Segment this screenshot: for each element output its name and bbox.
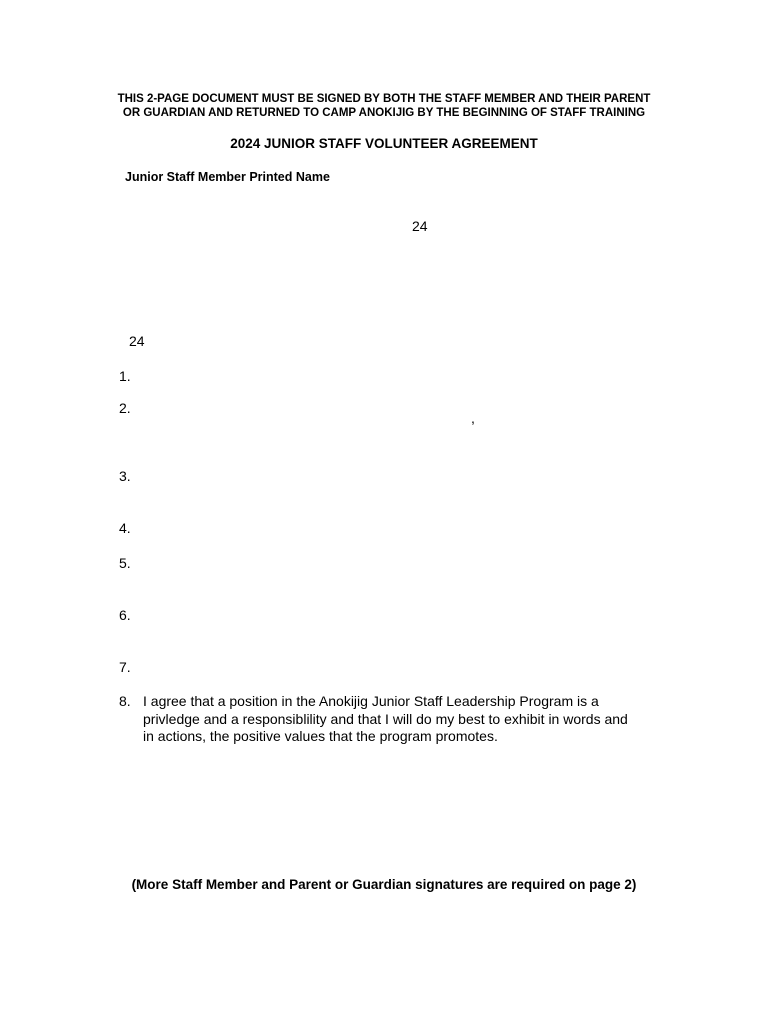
comma-fragment: , xyxy=(471,410,475,426)
item-text-line: in actions, the positive values that the program promotes. xyxy=(143,728,498,744)
item-number-4: 4. xyxy=(119,520,131,536)
year-fragment: 24 xyxy=(129,333,145,349)
document-title: 2024 JUNIOR STAFF VOLUNTEER AGREEMENT xyxy=(230,136,538,151)
item-number-8: 8. xyxy=(119,693,131,709)
signature-notice xyxy=(100,93,668,120)
item-8-text xyxy=(143,693,643,746)
item-text-line: privledge and a responsiblility and that I will do my best to exhibit in words and xyxy=(143,710,628,727)
page-2-signature-note: (More Staff Member and Parent or Guardian signatures are required on page 2) xyxy=(131,877,637,892)
notice-line: THIS 2-PAGE DOCUMENT MUST BE SIGNED BY BOTH THE STAFF MEMBER AND THEIR PARENT xyxy=(117,93,651,105)
notice-line: OR GUARDIAN AND RETURNED TO CAMP ANOKIJIG BY THE BEGINNING OF STAFF TRAINING xyxy=(122,106,646,119)
item-number-1: 1. xyxy=(119,368,131,384)
item-number-7: 7. xyxy=(119,659,131,675)
printed-name-label: Junior Staff Member Printed Name xyxy=(125,170,330,184)
item-number-6: 6. xyxy=(119,607,131,623)
item-number-2: 2. xyxy=(119,400,131,416)
item-number-3: 3. xyxy=(119,468,131,484)
item-text-line: I agree that a position in the Anokijig Junior Staff Leadership Program is a xyxy=(143,693,599,709)
year-fragment: 24 xyxy=(412,218,428,234)
item-number-5: 5. xyxy=(119,555,131,571)
